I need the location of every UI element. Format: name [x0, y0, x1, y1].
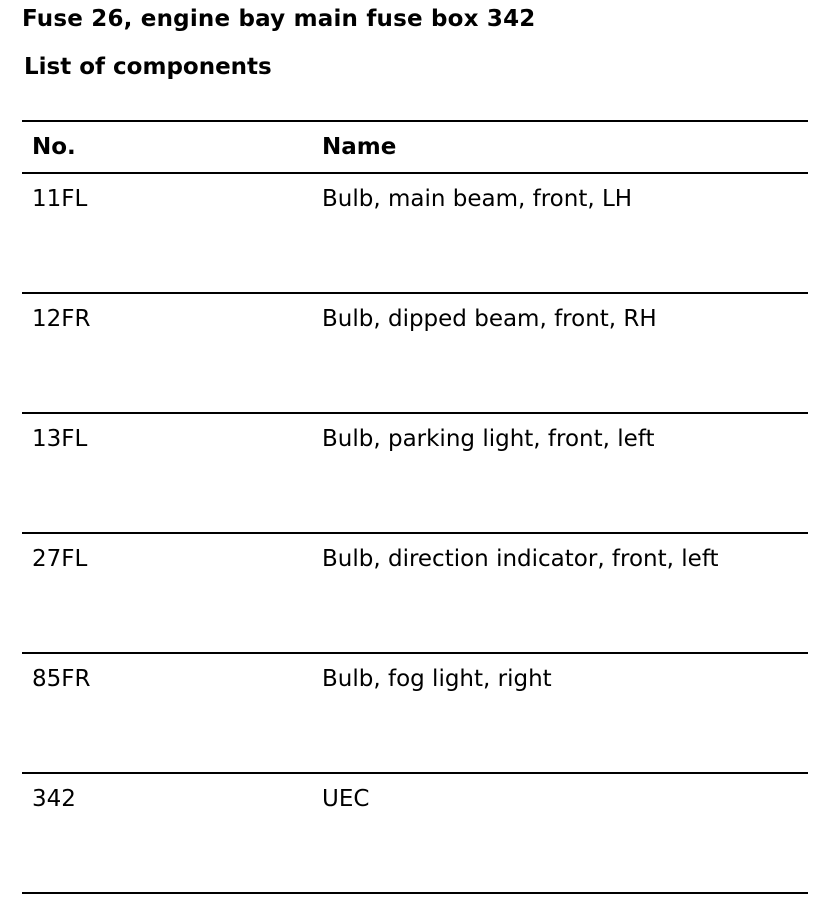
table-row — [22, 174, 808, 294]
header-no: No. — [32, 134, 76, 160]
table-row — [22, 534, 808, 654]
cell-no: 342 — [32, 786, 76, 812]
cell-name: Bulb, direction indicator, front, left — [322, 546, 719, 572]
cell-name: UEC — [322, 786, 370, 812]
cell-no: 11FL — [32, 186, 88, 212]
table-row — [22, 774, 808, 894]
table-row — [22, 294, 808, 414]
table-row — [22, 414, 808, 534]
cell-name: Bulb, fog light, right — [322, 666, 552, 692]
table-row — [22, 654, 808, 774]
cell-name: Bulb, parking light, front, left — [322, 426, 655, 452]
cell-no: 12FR — [32, 306, 91, 332]
page-subtitle: List of components — [24, 54, 272, 80]
cell-no: 85FR — [32, 666, 91, 692]
cell-no: 27FL — [32, 546, 88, 572]
cell-name: Bulb, dipped beam, front, RH — [322, 306, 657, 332]
cell-no: 13FL — [32, 426, 88, 452]
page-title: Fuse 26, engine bay main fuse box 342 — [22, 6, 536, 32]
cell-name: Bulb, main beam, front, LH — [322, 186, 633, 212]
header-name: Name — [322, 134, 397, 160]
components-table — [22, 120, 808, 894]
table-header-row — [22, 122, 808, 174]
